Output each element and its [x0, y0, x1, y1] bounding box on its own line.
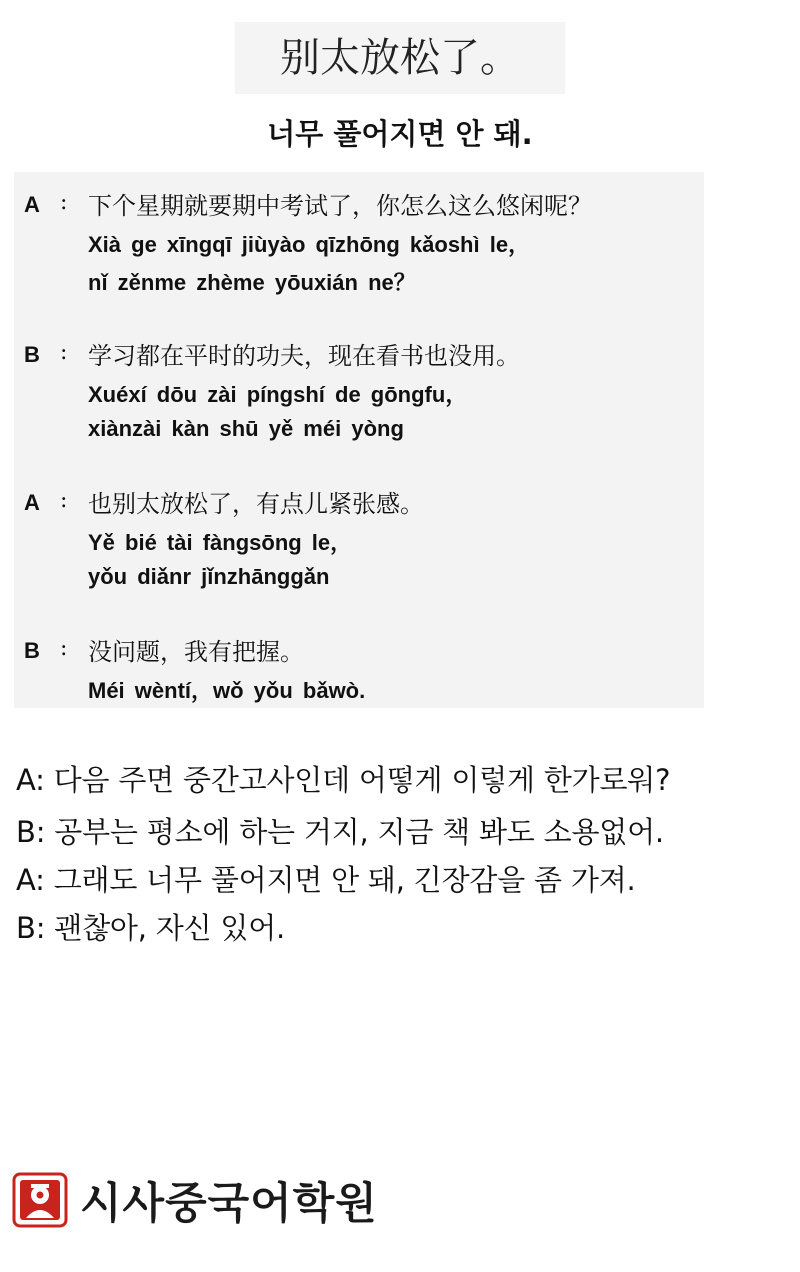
speaker-colon: :	[60, 190, 68, 215]
speaker-colon: :	[60, 340, 68, 365]
hanzi-text: 没问题，我有把握。	[88, 638, 304, 666]
pinyin-text: yǒu diǎnr jǐnzhānggǎn	[88, 564, 330, 589]
hanzi-text: 下个星期就要期中考试了，你怎么这么悠闲呢？	[88, 192, 592, 220]
pinyin-text: Yě bié tài fàngsōng le，	[88, 530, 353, 555]
translation-line: A: 그래도 너무 풀어지면 안 돼, 긴장감을 좀 가져.	[16, 863, 636, 897]
speaker-label: B	[24, 638, 40, 663]
speaker-colon: :	[60, 488, 68, 513]
pinyin-text: Xià ge xīngqī jiùyào qīzhōng kǎoshì le，	[88, 232, 531, 257]
hanzi-text: 学习都在平时的功夫，现在看书也没用。	[88, 342, 520, 370]
pinyin-text: Méi wèntí，wǒ yǒu bǎwò.	[88, 678, 366, 703]
academy-emblem-icon	[12, 1172, 68, 1228]
dialogue-panel	[14, 172, 704, 708]
speaker-label: B	[24, 342, 40, 367]
pinyin-text: nǐ zěnme zhème yōuxián ne？	[88, 270, 416, 295]
speaker-colon: :	[60, 636, 68, 661]
translation-line: A: 다음 주면 중간고사인데 어떻게 이렇게 한가로워?	[16, 763, 671, 797]
translation-line: B: 괜찮아, 자신 있어.	[16, 911, 286, 945]
pinyin-text: Xuéxí dōu zài píngshí de gōngfu，	[88, 382, 468, 407]
title-chinese: 别太放松了。	[235, 22, 565, 94]
translation-line: B: 공부는 평소에 하는 거지, 지금 책 봐도 소용없어.	[16, 815, 664, 849]
title-korean: 너무 풀어지면 안 돼.	[267, 117, 533, 151]
pinyin-text: xiànzài kàn shū yě méi yòng	[88, 416, 404, 441]
brand-logo	[12, 1168, 378, 1232]
hanzi-text: 也别太放松了，有点儿紧张感。	[88, 490, 424, 518]
brand-name: 시사중국어학원	[80, 1178, 378, 1229]
speaker-label: A	[24, 490, 40, 515]
speaker-label: A	[24, 192, 40, 217]
